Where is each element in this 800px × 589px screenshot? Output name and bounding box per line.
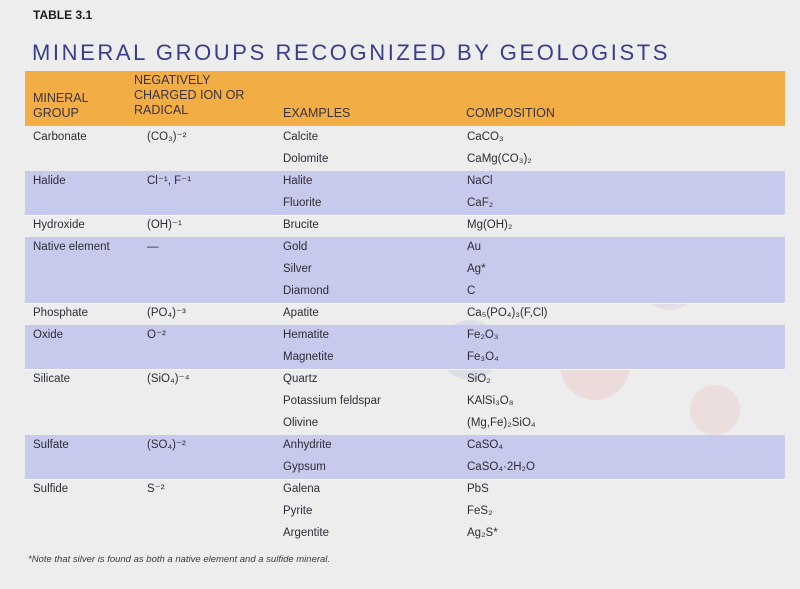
header-ion: NEGATIVELY CHARGED ION OR RADICAL bbox=[134, 73, 245, 117]
cell-composition: NaCl bbox=[467, 175, 493, 187]
table-row bbox=[0, 412, 800, 434]
cell-mineral-group: Native element bbox=[33, 241, 110, 253]
cell-ion: (CO₃)⁻² bbox=[147, 131, 187, 143]
cell-mineral-group: Carbonate bbox=[33, 131, 87, 143]
cell-composition: KAlSi₃O₈ bbox=[467, 395, 514, 407]
cell-composition: C bbox=[467, 285, 476, 297]
cell-composition: (Mg,Fe)₂SiO₄ bbox=[467, 417, 536, 429]
cell-example: Quartz bbox=[283, 373, 318, 385]
cell-ion: (SiO₄)⁻⁴ bbox=[147, 373, 190, 385]
cell-example: Diamond bbox=[283, 285, 330, 297]
table-row bbox=[0, 126, 800, 148]
cell-ion: (OH)⁻¹ bbox=[147, 219, 182, 231]
table-row bbox=[0, 170, 800, 192]
cell-example: Apatite bbox=[283, 307, 319, 319]
table-row bbox=[0, 324, 800, 346]
header-mineral-group: MINERAL GROUP bbox=[33, 91, 89, 120]
header-composition: COMPOSITION bbox=[466, 106, 555, 120]
table-row bbox=[0, 478, 800, 500]
cell-composition: CaSO₄·2H₂O bbox=[467, 461, 535, 473]
table-row bbox=[0, 522, 800, 544]
cell-composition: Mg(OH)₂ bbox=[467, 219, 513, 231]
cell-example: Pyrite bbox=[283, 505, 313, 517]
cell-ion: O⁻² bbox=[147, 329, 166, 341]
table-row bbox=[0, 280, 800, 302]
table-row bbox=[0, 214, 800, 236]
cell-composition: Ag* bbox=[467, 263, 486, 275]
cell-example: Argentite bbox=[283, 527, 330, 539]
cell-example: Gold bbox=[283, 241, 308, 253]
cell-ion: (PO₄)⁻³ bbox=[147, 307, 186, 319]
cell-composition: Ca₅(PO₄)₃(F,Cl) bbox=[467, 307, 548, 319]
cell-mineral-group: Phosphate bbox=[33, 307, 88, 319]
cell-composition: FeS₂ bbox=[467, 505, 493, 517]
table-row bbox=[0, 148, 800, 170]
cell-mineral-group: Sulfate bbox=[33, 439, 69, 451]
table-row bbox=[0, 368, 800, 390]
cell-composition: Fe₂O₃ bbox=[467, 329, 499, 341]
table-row bbox=[0, 500, 800, 522]
footnote: *Note that silver is found as both a native element and a sulfide mineral. bbox=[28, 554, 331, 565]
table-row bbox=[0, 346, 800, 368]
table-number: TABLE 3.1 bbox=[33, 8, 93, 22]
cell-composition: SiO₂ bbox=[467, 373, 491, 385]
cell-example: Galena bbox=[283, 483, 321, 495]
cell-composition: Fe₃O₄ bbox=[467, 351, 499, 363]
table-row bbox=[0, 390, 800, 412]
cell-composition: CaCO₃ bbox=[467, 131, 504, 143]
cell-mineral-group: Sulfide bbox=[33, 483, 69, 495]
cell-ion: Cl⁻¹, F⁻¹ bbox=[147, 175, 192, 187]
cell-example: Brucite bbox=[283, 219, 319, 231]
cell-composition: CaMg(CO₃)₂ bbox=[467, 153, 532, 165]
cell-example: Gypsum bbox=[283, 461, 326, 473]
table-row bbox=[0, 258, 800, 280]
cell-mineral-group: Oxide bbox=[33, 329, 64, 341]
cell-example: Hematite bbox=[283, 329, 330, 341]
cell-example: Silver bbox=[283, 263, 312, 275]
cell-composition: Ag₂S* bbox=[467, 527, 498, 539]
cell-composition: CaF₂ bbox=[467, 197, 494, 209]
cell-mineral-group: Hydroxide bbox=[33, 219, 85, 231]
table-row bbox=[0, 192, 800, 214]
cell-mineral-group: Silicate bbox=[33, 373, 71, 385]
cell-composition: Au bbox=[467, 241, 482, 253]
table-title: MINERAL GROUPS RECOGNIZED BY GEOLOGISTS bbox=[32, 40, 671, 65]
header-examples: EXAMPLES bbox=[283, 106, 351, 120]
cell-mineral-group: Halide bbox=[33, 175, 66, 187]
table-row bbox=[0, 236, 800, 258]
table-row bbox=[0, 302, 800, 324]
cell-example: Fluorite bbox=[283, 197, 322, 209]
cell-example: Potassium feldspar bbox=[283, 395, 381, 407]
cell-example: Olivine bbox=[283, 417, 319, 429]
cell-example: Anhydrite bbox=[283, 439, 332, 451]
cell-ion: (SO₄)⁻² bbox=[147, 439, 186, 451]
cell-example: Halite bbox=[283, 175, 313, 187]
cell-composition: CaSO₄ bbox=[467, 439, 504, 451]
table-row bbox=[0, 456, 800, 478]
cell-example: Calcite bbox=[283, 131, 319, 143]
cell-composition: PbS bbox=[467, 483, 489, 495]
cell-ion: — bbox=[147, 241, 159, 253]
cell-example: Dolomite bbox=[283, 153, 329, 165]
cell-ion: S⁻² bbox=[147, 483, 165, 495]
cell-example: Magnetite bbox=[283, 351, 334, 363]
table-row bbox=[0, 434, 800, 456]
